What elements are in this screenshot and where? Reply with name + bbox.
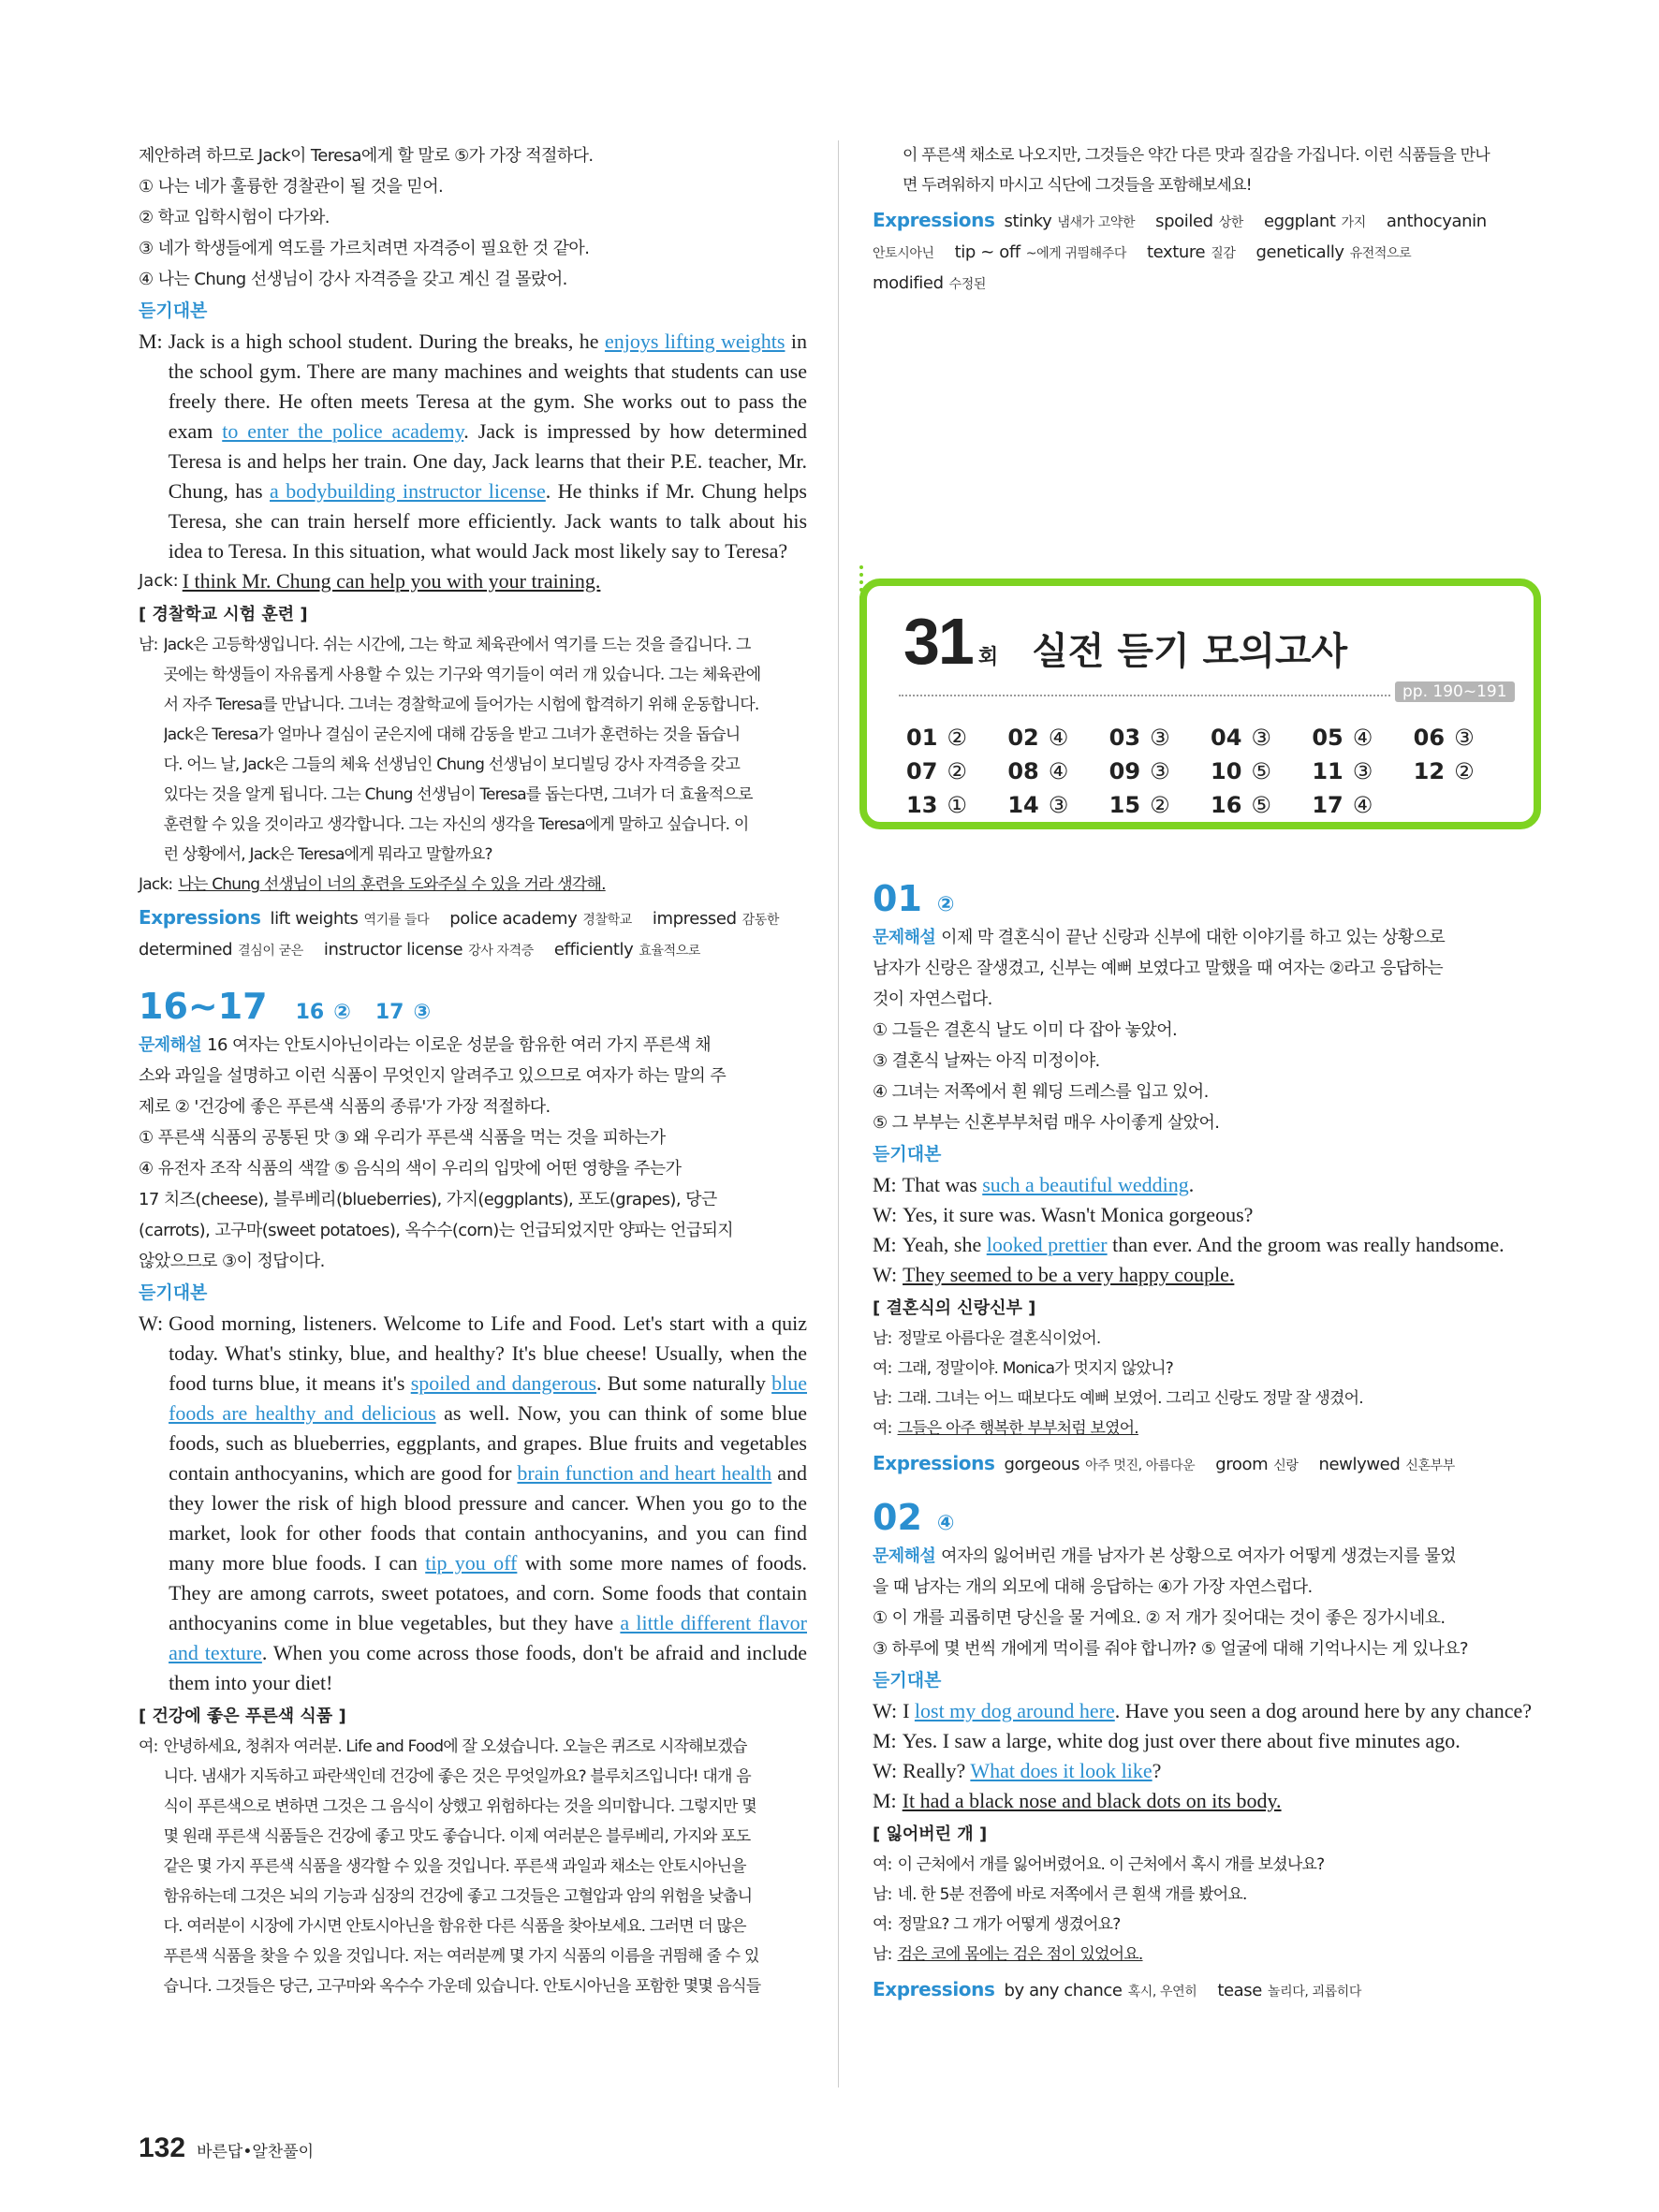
answer-cell: [1312, 754, 1413, 788]
answer-16: ②: [333, 1001, 351, 1024]
speaker: 남:: [139, 636, 158, 654]
dialogue-text: [903, 1200, 1539, 1230]
text-line: ① 그들은 결혼식 날도 이미 다 잡아 놓았어.: [873, 1020, 1178, 1040]
dialogue: [873, 1170, 1539, 1290]
expressions-line: [139, 935, 807, 966]
script-segment: . Have you seen a dog around here by any chance?: [1114, 1699, 1533, 1722]
script-segment: I: [903, 1699, 915, 1722]
answer-value: ③: [1048, 792, 1069, 818]
expression-word: spoiled: [1155, 212, 1213, 231]
translation-line: [873, 1910, 1539, 1940]
right-column: [873, 140, 1539, 300]
jack-line: [139, 566, 807, 596]
mock-hoe: 회: [977, 646, 999, 669]
expression-meaning: 아주 멋진, 아름다운: [1085, 1458, 1196, 1473]
answer-cell: [1414, 754, 1515, 788]
solution-line: 16 여자는 안토시아닌이라는 이로운 성분을 함유한 여러 가지 푸른색 채: [207, 1035, 712, 1055]
expression-meaning: 가지: [1341, 215, 1366, 230]
speaker: 여:: [873, 1419, 892, 1438]
highlighted-phrase: enjoys lifting weights: [604, 330, 785, 353]
translation-jack-text: 나는 Chung 선생님이 너의 훈련을 도와주실 수 있을 거라 생각해.: [178, 875, 606, 894]
highlighted-phrase: brain function and heart health: [517, 1461, 772, 1485]
solution: [873, 922, 1539, 1138]
speaker: 여:: [873, 1915, 892, 1934]
solution-lines: [873, 953, 1539, 1138]
speaker: M:: [873, 1729, 897, 1752]
solution-line: 여자의 잃어버린 개를 남자가 본 상황으로 여자가 어떻게 생겼는지를 물었: [941, 1546, 1456, 1566]
text-line: ① 푸른색 식품의 공통된 맛 ③ 왜 우리가 푸른색 식품을 먹는 것을 피하는가: [139, 1128, 666, 1148]
speaker: 여:: [873, 1855, 892, 1874]
translation-text: 정말요? 그 개가 어떻게 생겼어요?: [897, 1915, 1121, 1934]
script-segment: and they lower the risk of high blood pressure and cancer. When you go to the market, look for other foods that contain anthocyanins, and you can find many more blue foods. I can: [169, 1461, 807, 1575]
script-segment: as well. Now, you can think of some blue foods, such as blueberries, eggplants, and grapes. Blue fruits and vegetables contain anthocyanins, which are good for: [169, 1401, 807, 1485]
text-line: ⑤ 그 부부는 신혼부부처럼 매우 사이좋게 살았어.: [873, 1113, 1220, 1133]
answer-number: 09: [1108, 758, 1141, 784]
expressions: [139, 903, 807, 966]
script-segment: They seemed to be a very happy couple.: [903, 1263, 1235, 1286]
dialogue-line: [873, 1696, 1539, 1726]
expression-meaning: 강사 자격증: [468, 944, 534, 959]
dialogue-line: [873, 1260, 1539, 1290]
expressions-line: [139, 903, 807, 935]
highlighted-phrase: a little different flavor and texture: [169, 1611, 807, 1664]
answer-17: ③: [413, 1001, 432, 1024]
dialogue-text: [903, 1696, 1539, 1726]
answer: ④: [936, 1512, 955, 1535]
script-monologue: [139, 327, 807, 566]
script-text: [169, 327, 807, 566]
solution-label: 문제해설: [873, 928, 936, 947]
answer-cell: [1109, 754, 1211, 788]
script-segment: . But some naturally: [596, 1371, 772, 1395]
text-line: 제안하려 하므로 Jack이 Teresa에게 할 말로 ⑤가 가장 적절하다.: [139, 146, 594, 166]
answer-cell: [906, 754, 1007, 788]
translation-title: [ 잃어버린 개 ]: [873, 1824, 988, 1844]
answer-number: 08: [1007, 758, 1039, 784]
expression-word: eggplant: [1263, 212, 1336, 231]
answer-cell: [1007, 754, 1108, 788]
script-segment: ?: [1152, 1759, 1162, 1782]
text-line: ① 나는 네가 훌륭한 경찰관이 될 것을 믿어.: [139, 177, 444, 197]
answer-number: 14: [1007, 792, 1039, 818]
text-line: ④ 유전자 조작 식품의 색깔 ⑤ 음식의 색이 우리의 입맛에 어떤 영향을 주는가: [139, 1159, 682, 1179]
expression-word: tease: [1217, 1981, 1262, 2000]
text-line: 17 치즈(cheese), 블루베리(blueberries), 가지(eggplants), 포도(grapes), 당근: [139, 1190, 717, 1209]
text-line: 안녕하세요, 청취자 여러분. Life and Food에 잘 오셨습니다. 오늘은 퀴즈로 시작해보겠습: [163, 1737, 747, 1756]
speaker: W:: [873, 1699, 898, 1722]
expression-word: efficiently: [553, 940, 634, 960]
highlighted-phrase: What does it look like: [970, 1759, 1152, 1782]
answer-value: ④: [1352, 792, 1373, 818]
expressions-label: Expressions: [139, 906, 261, 929]
expressions-line: [873, 206, 1539, 238]
answer-value: ④: [1048, 758, 1069, 784]
answer-number: 04: [1211, 725, 1242, 751]
highlighted-phrase: a bodybuilding instructor license: [270, 479, 546, 503]
dialogue-text: [903, 1726, 1539, 1756]
page-number: 132: [139, 2132, 186, 2163]
highlighted-phrase: blue foods are healthy and delicious: [169, 1371, 808, 1425]
script-segment: . Jack is impressed by how determined Teresa is and helps her train. One day, Jack learns that their P.E. teacher, Mr. Chung, has: [168, 419, 808, 503]
jack-answer: I think Mr. Chung can help you with your training.: [182, 569, 601, 593]
text-line: 남자가 신랑은 잘생겼고, 신부는 예뻐 보였다고 말했을 때 여자는 ②라고 응답하는: [873, 959, 1444, 978]
answer-cell: [1007, 721, 1108, 754]
translation: [873, 1850, 1539, 1970]
answer-value: ②: [1454, 758, 1475, 784]
expression-meaning: 신혼부부: [1405, 1458, 1455, 1473]
expressions: [873, 1449, 1539, 1481]
answer-value: ②: [947, 725, 967, 751]
book-title: 바른답•알찬풀이: [197, 2143, 315, 2161]
translation-text: [164, 630, 807, 870]
answer-value: ③: [1251, 725, 1271, 751]
translation-text: 정말로 아름다운 결혼식이었어.: [897, 1329, 1101, 1348]
script-segment: than ever. And the groom was really handsome.: [1107, 1233, 1505, 1256]
answer-value: ③: [1352, 758, 1373, 784]
answer-cell: [1211, 788, 1312, 822]
expressions: [873, 1975, 1539, 2007]
script-segment: with some more names of foods. They are among carrots, sweet potatoes, and corn. Some foods that contain anthocyanins come in blue vegetables, but they have: [169, 1551, 808, 1634]
answer-number: 02: [1007, 725, 1039, 751]
text-line: ③ 결혼식 날짜는 아직 미정이야.: [873, 1051, 1100, 1071]
script-segment: That was: [902, 1173, 983, 1196]
highlighted-phrase: lost my dog around here: [914, 1699, 1115, 1722]
dialogue-line: [873, 1170, 1539, 1200]
script-segment: Good morning, listeners. Welcome to Life and Food. Let's start with a quiz today. What's stinky, blue, and healthy? It's blue cheese! Usually, when the food turns blue, it means it's: [169, 1311, 807, 1395]
solution: [139, 1030, 807, 1277]
answer-value: ③: [1150, 725, 1170, 751]
answer-cell: [1312, 788, 1413, 822]
text-line: ④ 그녀는 저쪽에서 흰 웨딩 드레스를 입고 있어.: [873, 1082, 1209, 1102]
page-range: pp. 190~191: [1395, 681, 1515, 702]
expression-meaning: 결심이 굳은: [238, 944, 303, 959]
answer-17-num: 17: [374, 1001, 404, 1024]
dialogue-line: [873, 1200, 1539, 1230]
answer-cell: [1211, 754, 1312, 788]
column-divider: [838, 140, 839, 2087]
script-monologue: [139, 1309, 807, 1698]
speaker: 남:: [873, 1945, 892, 1964]
expression-word: anthocyanin: [1386, 212, 1487, 231]
translation-line: [873, 1850, 1539, 1880]
text-line: 서 자주 Teresa를 만납니다. 그녀는 경찰학교에 들어가는 시험에 합격하기 위해 운동합니다.: [163, 696, 759, 714]
translation-line: [873, 1414, 1539, 1443]
translation-line: [873, 1324, 1539, 1354]
answer-number: 12: [1413, 758, 1446, 784]
speaker: Jack:: [139, 571, 179, 591]
answer-value: ④: [1352, 725, 1373, 751]
expressions-line: [873, 238, 1539, 269]
answer-cell: [1109, 788, 1211, 822]
answer-cell: [1109, 721, 1211, 754]
answer-number: 11: [1312, 758, 1343, 784]
dialogue-line: [873, 1786, 1539, 1816]
speaker: W:: [873, 1759, 898, 1782]
translation-line: [873, 1354, 1539, 1384]
text-line: ① 이 개를 괴롭히면 당신을 물 거예요. ② 저 개가 짖어대는 것이 좋은 징가시네요.: [873, 1608, 1446, 1628]
mock-title: 실전 듣기 모의고사: [1032, 630, 1348, 673]
solution: [873, 1541, 1539, 1664]
dialogue-text: [903, 1170, 1539, 1200]
expression-word: genetically: [1255, 242, 1344, 262]
expression-word: gorgeous: [1004, 1455, 1080, 1474]
speaker: 여:: [139, 1737, 158, 1756]
translation-jack: [139, 870, 807, 900]
answer-value: ③: [1150, 758, 1170, 784]
text-line: 을 때 남자는 개의 외모에 대해 응답하는 ④가 가장 자연스럽다.: [873, 1577, 1313, 1597]
answer-number: 07: [906, 758, 938, 784]
answer-number: 13: [906, 792, 938, 818]
expressions-line: [873, 1449, 1539, 1481]
answer-value: ⑤: [1251, 758, 1271, 784]
expressions-line: [873, 1975, 1539, 2007]
script-label: 듣기대본: [873, 1670, 942, 1691]
answer-value: ②: [947, 758, 967, 784]
expression-word: by any chance: [1004, 1981, 1123, 2000]
text-line: 푸른색 식품을 찾을 수 있을 것입니다. 저는 여러분께 몇 가지 식품의 이름을 귀띔해 줄 수 있: [163, 1947, 759, 1966]
translation-text: 이 근처에서 개를 잃어버렸어요. 이 근처에서 혹시 개를 보셨나요?: [897, 1855, 1325, 1874]
answer-value: ④: [1048, 725, 1069, 751]
answer-cell: [1414, 721, 1515, 754]
text-line: 않았으므로 ③이 정답이다.: [139, 1252, 325, 1271]
script-label: 듣기대본: [139, 300, 208, 321]
solution-lines: [139, 1061, 807, 1277]
expression-meaning: ~에게 귀띔해주다: [1025, 246, 1126, 261]
text-line: 니다. 냄새가 지독하고 파란색인데 건강에 좋은 것은 무엇일까요? 블루치즈입니다! 대개 음: [163, 1767, 751, 1786]
expression-word: tip ~ off: [954, 242, 1020, 262]
dialogue-line: [873, 1726, 1539, 1756]
expression-meaning: 수정된: [948, 277, 986, 292]
solution-label: 문제해설: [139, 1035, 202, 1055]
answer-cell: [1312, 721, 1413, 754]
answer-value: ③: [1454, 725, 1475, 751]
expression-word: police academy: [449, 909, 578, 929]
left-column: [139, 140, 807, 2001]
expressions-line: [873, 269, 1539, 300]
speaker: 여:: [873, 1359, 892, 1378]
answer-number: 06: [1413, 725, 1446, 751]
question-number: 02: [873, 1497, 922, 1538]
script-label: 듣기대본: [873, 1144, 942, 1165]
text-line: 곳에는 학생들이 자유롭게 사용할 수 있는 기구와 역기들이 여러 개 있습니다. 그는 체육관에: [163, 666, 761, 684]
answer-number: 17: [1312, 792, 1343, 818]
speaker: M:: [873, 1233, 897, 1256]
script-segment: . He thinks if Mr. Chung helps Teresa, she can train herself more efficiently. Jack wants to talk about his idea to Teresa. In this situation, what would Jack most likely say to Teresa?: [168, 479, 807, 563]
answer-16-num: 16: [295, 1001, 325, 1024]
answer-cell: [906, 788, 1007, 822]
speaker: M:: [873, 1789, 897, 1812]
mock-exam-header: [903, 604, 1347, 679]
dialogue: [873, 1696, 1539, 1816]
translation-text: 네. 한 5분 전쯤에 바로 저쪽에서 큰 흰색 개를 봤어요.: [897, 1885, 1247, 1904]
expression-meaning: 감동한: [741, 913, 779, 928]
text-line: 다. 어느 날, Jack은 그들의 체육 선생님인 Chung 선생님이 보디빌딩 강사 자격증을 갖고: [163, 755, 741, 774]
translation-title: [ 건강에 좋은 푸른색 식품 ]: [139, 1707, 346, 1726]
dialogue-text: [903, 1756, 1539, 1786]
question-16-17: [139, 983, 807, 2001]
speaker: W:: [139, 1311, 164, 1335]
highlighted-phrase: to enter the police academy: [222, 419, 464, 443]
speaker: M:: [139, 330, 163, 353]
expression-word: lift weights: [270, 909, 359, 929]
script-text: [169, 1309, 807, 1698]
speaker: M:: [873, 1173, 897, 1196]
text-line: ③ 네가 학생들에게 역도를 가르치려면 자격증이 필요한 것 같아.: [139, 239, 590, 258]
expressions-label: Expressions: [873, 209, 995, 231]
expression-meaning: 혹시, 우연히: [1127, 1985, 1197, 2000]
speaker: 남:: [873, 1389, 892, 1408]
translation-text: 그들은 아주 행복한 부부처럼 보였어.: [897, 1419, 1138, 1438]
intro-explanation: [139, 140, 807, 295]
translation-line: [873, 1940, 1539, 1970]
text-line: Jack은 고등학생입니다. 쉬는 시간에, 그는 학교 체육관에서 역기를 드는 것을 즐깁니다. 그: [163, 636, 751, 654]
translation-title: [ 경찰학교 시험 훈련 ]: [139, 605, 308, 624]
translation: [139, 630, 807, 870]
expression-meaning: 신랑: [1273, 1458, 1299, 1473]
expression-word: determined: [139, 940, 233, 960]
translation: [873, 1324, 1539, 1443]
answer-number: 01: [906, 725, 938, 751]
text-line: Jack은 Teresa가 얼마나 결심이 굳은지에 대해 감동을 받고 그녀가 훈련하는 것을 돕습니: [163, 725, 741, 744]
expressions-label: Expressions: [873, 1978, 995, 2000]
expression-meaning: 질감: [1211, 246, 1236, 261]
script-label: 듣기대본: [139, 1282, 208, 1303]
text-line: 제로 ② '건강에 좋은 푸른색 식품의 종류'가 가장 적절하다.: [139, 1097, 551, 1117]
expression-word: impressed: [652, 909, 737, 929]
answer-cell: [906, 721, 1007, 754]
expression-meaning: 역기를 들다: [363, 913, 430, 928]
highlighted-phrase: such a beautiful wedding: [982, 1173, 1189, 1196]
text-line: ② 학교 입학시험이 다가와.: [139, 208, 330, 227]
dotted-divider: [899, 695, 1390, 696]
script-segment: Yes, it sure was. Wasn't Monica gorgeous?: [903, 1203, 1254, 1226]
question-number: 01: [873, 878, 922, 919]
speaker: 남:: [873, 1885, 892, 1904]
expression-word: groom: [1215, 1455, 1269, 1474]
text-line: (carrots), 고구마(sweet potatoes), 옥수수(corn)는 언급되었지만 양파는 언급되지: [139, 1221, 734, 1240]
expression-meaning: 냄새가 고약한: [1057, 215, 1136, 230]
page-footer: [139, 2132, 314, 2164]
right-column-lower: [873, 875, 1539, 2007]
solution-lines: [873, 1572, 1539, 1664]
highlighted-phrase: tip you off: [425, 1551, 518, 1575]
expression-word: newlywed: [1318, 1455, 1401, 1474]
highlighted-phrase: spoiled and dangerous: [410, 1371, 597, 1395]
expression-meaning: 경찰학교: [582, 913, 632, 928]
expression-meaning: 안토시아닌: [873, 246, 934, 261]
solution-line: 이제 막 결혼식이 끝난 신랑과 신부에 대한 이야기를 하고 있는 상황으로: [941, 928, 1446, 947]
text-line: 이 푸른색 채소로 나오지만, 그것들은 약간 다른 맛과 질감을 가집니다. 이런 식품들을 만나: [903, 146, 1490, 165]
expressions: [873, 206, 1539, 300]
expression-word: texture: [1146, 242, 1206, 262]
text-line: 훈련할 수 있을 것이라고 생각합니다. 그는 자신의 생각을 Teresa에게 말하고 싶습니다. 이: [163, 815, 749, 834]
answer-grid: [906, 721, 1515, 822]
script-segment: Yeah, she: [902, 1233, 987, 1256]
text-line: 소와 과일을 설명하고 이런 식품이 무엇인지 알려주고 있으므로 여자가 하는 말의 주: [139, 1066, 727, 1086]
expression-word: instructor license: [323, 940, 463, 960]
script-segment: Really?: [903, 1759, 971, 1782]
translation: [139, 1732, 807, 2001]
text-line: 습니다. 그것들은 당근, 고구마와 옥수수 가운데 있습니다. 안토시아닌을 포함한 몇몇 음식들: [163, 1977, 761, 1996]
script-segment: . When you come across those foods, don't be afraid and include them into your diet!: [169, 1641, 807, 1694]
answer-number: 10: [1211, 758, 1242, 784]
translation-title: [ 결혼식의 신랑신부 ]: [873, 1298, 1036, 1318]
dialogue-line: [873, 1230, 1539, 1260]
text-line: 식이 푸른색으로 변하면 그것은 그 음식이 상했고 위험하다는 것을 의미합니다. 그렇지만 몇: [163, 1797, 756, 1816]
expression-word: stinky: [1004, 212, 1052, 231]
question-01: [873, 875, 1539, 1481]
script-segment: .: [1188, 1173, 1195, 1196]
speaker: Jack:: [139, 875, 173, 894]
answer-cell: [1211, 721, 1312, 754]
expression-meaning: 놀리다, 괴롭히다: [1267, 1985, 1361, 2000]
solution-label: 문제해설: [873, 1546, 936, 1566]
expression-meaning: 유전적으로: [1349, 246, 1412, 261]
translation-text: 그래, 정말이야. Monica가 멋지지 않았니?: [897, 1359, 1174, 1378]
script-segment: It had a black nose and black dots on its body.: [902, 1789, 1282, 1812]
expression-word: modified: [873, 273, 944, 293]
translation-text: [164, 1732, 807, 2001]
translation-text: 검은 코에 몸에는 검은 점이 있었어요.: [897, 1945, 1143, 1964]
answer-value: ⑤: [1251, 792, 1271, 818]
text-line: 다. 여러분이 시장에 가시면 안토시아닌을 함유한 다른 식품을 찾아보세요. 그러면 더 많은: [163, 1917, 746, 1936]
text-line: 있다는 것을 알게 됩니다. 그는 Chung 선생님이 Teresa를 돕는다면, 그녀가 더 효율적으로: [163, 785, 753, 804]
text-line: 같은 몇 가지 푸른색 식품을 생각할 수 있을 것입니다. 푸른색 과일과 채소는 안토시아닌을: [163, 1857, 746, 1876]
question-02: [873, 1494, 1539, 2007]
answer: ②: [936, 893, 955, 916]
answer-number: 15: [1108, 792, 1141, 818]
script-segment: Jack is a high school student. During the breaks, he: [168, 330, 605, 353]
speaker: 남:: [873, 1329, 892, 1348]
script-segment: in the school gym. There are many machines and weights that students can use freely there. He often meets Teresa at the gym. She works out to pass the exam: [168, 330, 808, 443]
highlighted-phrase: looked prettier: [986, 1233, 1108, 1256]
dialogue-text: [903, 1260, 1539, 1290]
answer-value: ①: [947, 792, 967, 818]
translation-line: [873, 1880, 1539, 1910]
speaker: W:: [873, 1263, 898, 1286]
dialogue-line: [873, 1756, 1539, 1786]
translation-continued: [873, 140, 1539, 200]
text-line: ③ 하루에 몇 번씩 개에게 먹이를 줘야 합니까? ⑤ 얼굴에 대해 기억나시는 게 있나요?: [873, 1639, 1468, 1659]
script-segment: Yes. I saw a large, white dog just over there about five minutes ago.: [902, 1729, 1461, 1752]
translation-text: 그래. 그녀는 어느 때보다도 예뻐 보였어. 그리고 신랑도 정말 잘 생겼어.: [897, 1389, 1363, 1408]
expression-meaning: 상한: [1218, 215, 1243, 230]
mock-number: 31: [903, 605, 973, 678]
answer-value: ②: [1150, 792, 1170, 818]
text-line: 런 상황에서, Jack은 Teresa에게 뭐라고 말할까요?: [163, 845, 492, 864]
text-line: 면 두려워하지 마시고 식단에 그것들을 포함해보세요!: [903, 176, 1252, 195]
answer-number: 16: [1211, 792, 1242, 818]
text-line: 함유하는데 그것은 뇌의 기능과 심장의 건강에 좋고 그것들은 고혈압과 암의 위험을 낮춥니: [163, 1887, 753, 1906]
expression-meaning: 효율적으로: [639, 944, 700, 959]
text-line: 것이 자연스럽다.: [873, 989, 992, 1009]
speaker: W:: [873, 1203, 898, 1226]
translation-line: [873, 1384, 1539, 1414]
answer-number: 03: [1108, 725, 1141, 751]
text-line: 몇 원래 푸른색 식품들은 건강에 좋고 맛도 좋습니다. 이제 여러분은 블루베리, 가지와 포도: [163, 1827, 751, 1846]
question-number: 16~17: [139, 986, 268, 1027]
dialogue-text: [903, 1786, 1539, 1816]
expressions-label: Expressions: [873, 1452, 995, 1474]
answer-number: 05: [1312, 725, 1343, 751]
answer-cell: [1007, 788, 1108, 822]
dialogue-text: [903, 1230, 1539, 1260]
text-line: ④ 나는 Chung 선생님이 강사 자격증을 갖고 계신 걸 몰랐어.: [139, 270, 567, 289]
